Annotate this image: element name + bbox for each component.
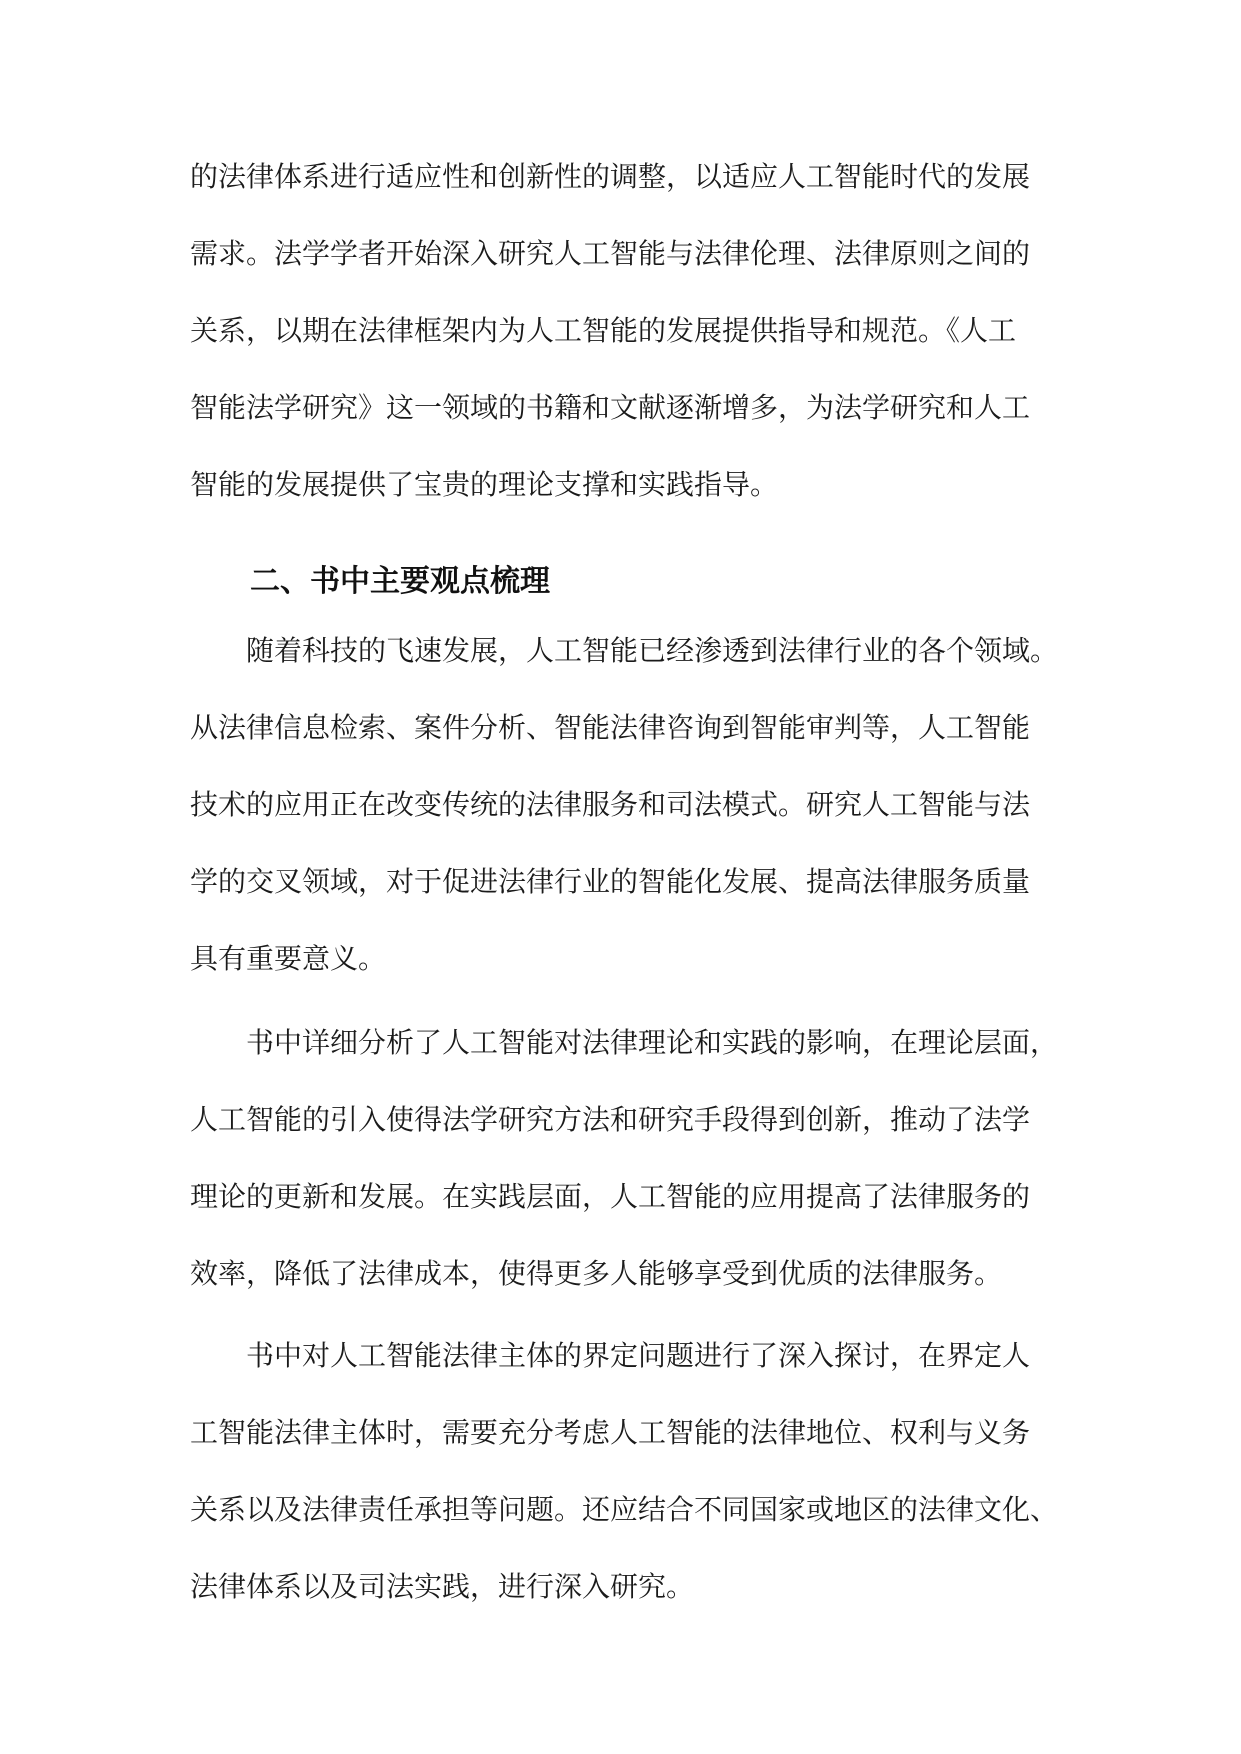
text-line: 关系，以期在法律框架内为人工智能的发展提供指导和规范。《人工 — [190, 314, 1017, 347]
text-line: 智能法学研究》这一领域的书籍和文献逐渐增多，为法学研究和人工 — [190, 391, 1031, 424]
text-line: 法律体系以及司法实践，进行深入研究。 — [190, 1570, 695, 1603]
paragraph-3 — [190, 1317, 1059, 1625]
text-line: 关系以及法律责任承担等问题。还应结合不同国家或地区的法律文化、 — [190, 1493, 1059, 1526]
text-line: 随着科技的飞速发展，人工智能已经渗透到法律行业的各个领域。 — [246, 634, 1059, 667]
text-line: 学的交叉领域，对于促进法律行业的智能化发展、提高法律服务质量 — [190, 865, 1031, 898]
text-line: 从法律信息检索、案件分析、智能法律咨询到智能审判等，人工智能 — [190, 711, 1031, 744]
paragraph-1 — [190, 612, 1059, 997]
text-line: 理论的更新和发展。在实践层面，人工智能的应用提高了法律服务的 — [190, 1180, 1031, 1213]
text-line: 效率，降低了法律成本，使得更多人能够享受到优质的法律服务。 — [190, 1257, 1003, 1290]
text-line: 书中详细分析了人工智能对法律理论和实践的影响，在理论层面， — [246, 1026, 1059, 1059]
paragraph-2 — [190, 1004, 1059, 1312]
text-line: 技术的应用正在改变传统的法律服务和司法模式。研究人工智能与法 — [190, 788, 1031, 821]
text-line: 智能的发展提供了宝贵的理论支撑和实践指导。 — [190, 468, 779, 501]
text-line: 的法律体系进行适应性和创新性的调整，以适应人工智能时代的发展 — [190, 160, 1031, 193]
intro-paragraph — [190, 138, 1054, 523]
text-line: 工智能法律主体时，需要充分考虑人工智能的法律地位、权利与义务 — [190, 1416, 1031, 1449]
section-heading: 二、书中主要观点梳理 — [250, 564, 550, 599]
text-line: 需求。法学学者开始深入研究人工智能与法律伦理、法律原则之间的 — [190, 237, 1031, 270]
text-line: 书中对人工智能法律主体的界定问题进行了深入探讨，在界定人 — [246, 1339, 1031, 1372]
text-line: 具有重要意义。 — [190, 942, 387, 975]
text-line: 人工智能的引入使得法学研究方法和研究手段得到创新，推动了法学 — [190, 1103, 1031, 1136]
